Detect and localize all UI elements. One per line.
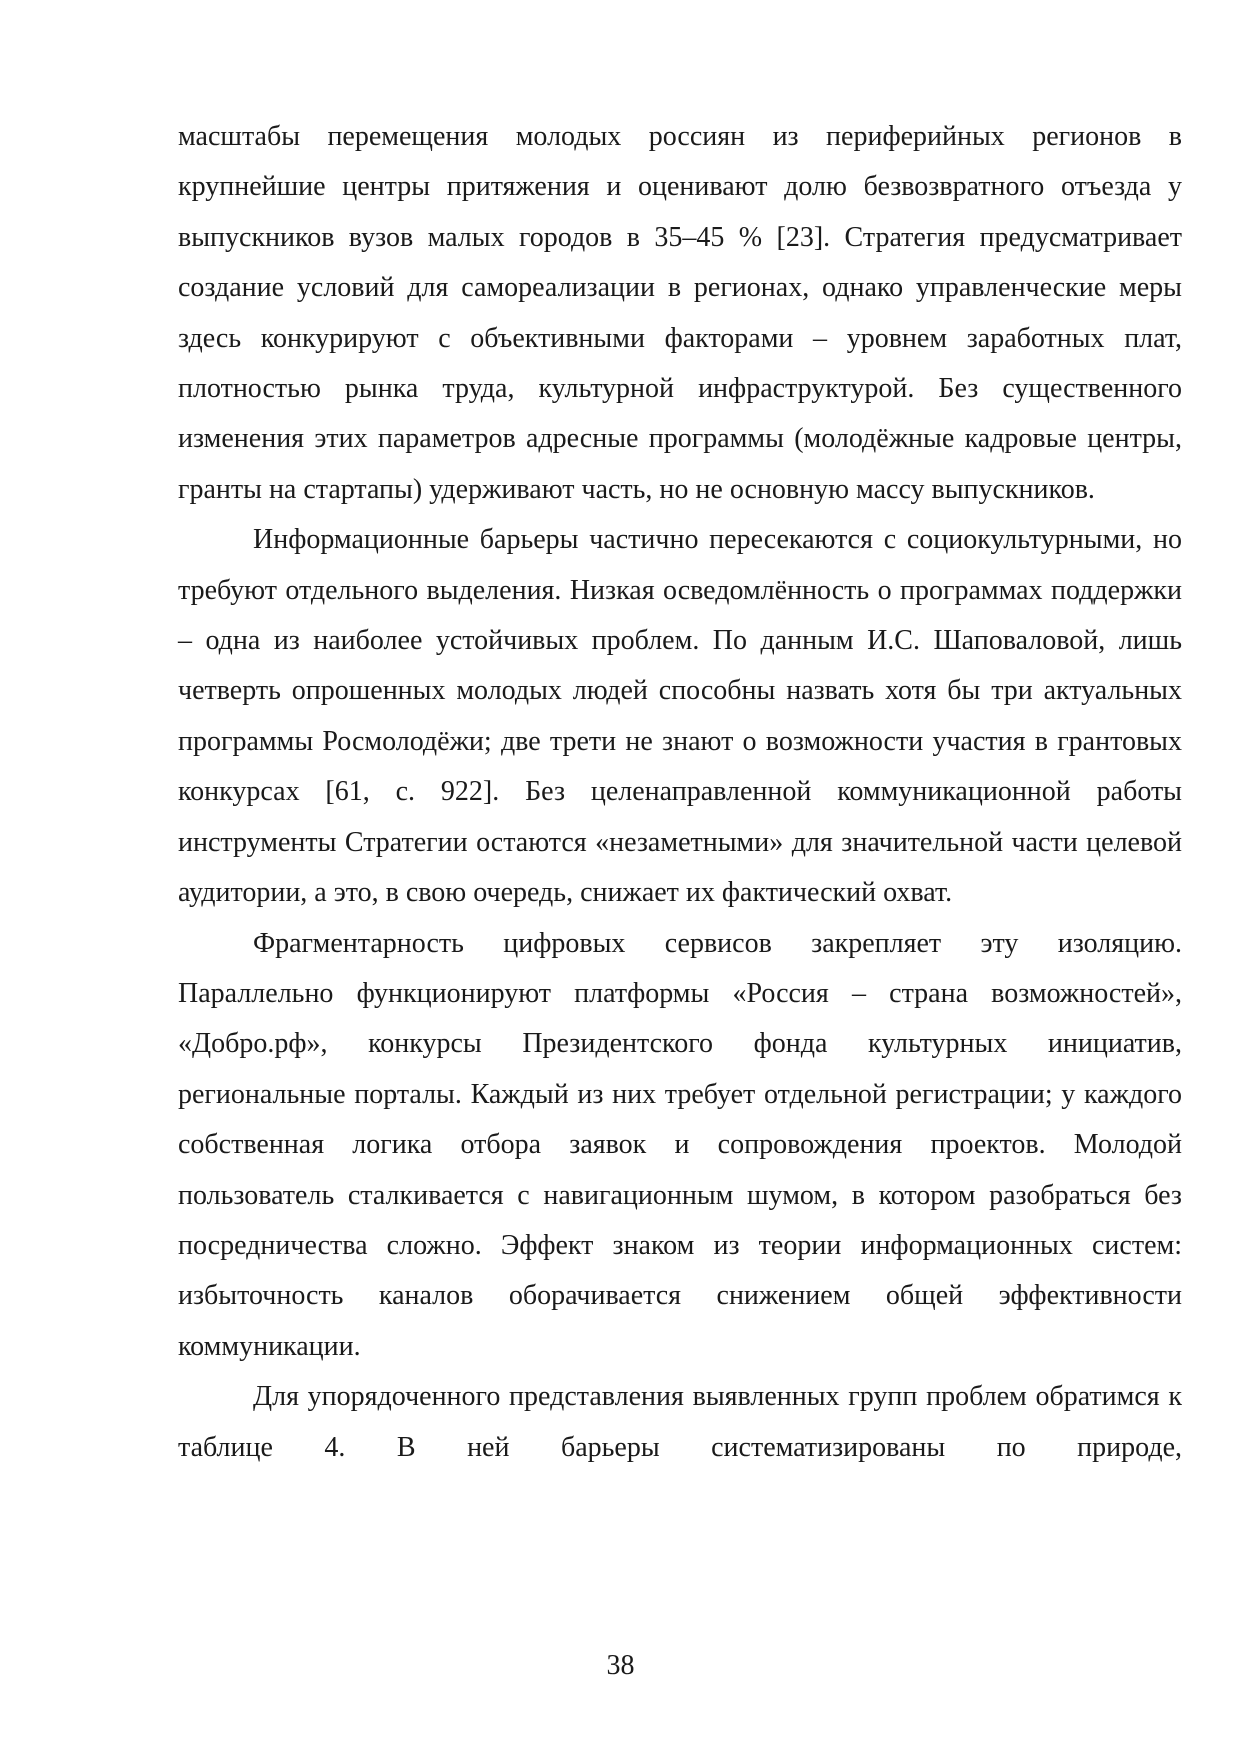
page-number: 38	[606, 1650, 635, 1681]
paragraph-2: Информационные барьеры частично пересекаются с социокультурными, но требуют отдельного выделения. Низкая осведомлённость о программах поддержки – одна из наиболее устойчивых проблем. По данным И.С. Шаповаловой, лишь четверть опрошенных молодых людей способны назвать хотя бы три актуальных программы Росмолодёжи; две трети не знают о возможности участия в грантовых конкурсах [61, с. 922]. Без целенаправленной коммуникационной работы инструменты Стратегии остаются «незаметными» для значительной части целевой аудитории, а это, в свою очередь, снижает их фактический охват.	[178, 524, 1182, 909]
paragraph-4: Для упорядоченного представления выявленных групп проблем обратимся к таблице 4. В ней барьеры систематизированы по природе,	[178, 1381, 1182, 1463]
paragraph-3: Фрагментарность цифровых сервисов закрепляет эту изоляцию. Параллельно функционируют платформы «Россия – страна возможностей», «Добро.рф», конкурсы Президентского фонда культурных инициатив, региональные порталы. Каждый из них требует отдельной регистрации; у каждого собственная логика отбора заявок и сопровождения проектов. Молодой пользователь сталкивается с навигационным шумом, в котором разобраться без посредничества сложно. Эффект знаком из теории информационных систем: избыточность каналов оборачивается снижением общей эффективности коммуникации.	[178, 927, 1182, 1362]
body-text	[178, 112, 1182, 1473]
paragraph-1: масштабы перемещения молодых россиян из периферийных регионов в крупнейшие центры притяжения и оценивают долю безвозвратного отъезда у выпускников вузов малых городов в 35–45 % [23]. Стратегия предусматривает создание условий для самореализации в регионах, однако управленческие меры здесь конкурируют с объективными факторами – уровнем заработных плат, плотностью рынка труда, культурной инфраструктурой. Без существенного изменения этих параметров адресные программы (молодёжные кадровые центры, гранты на стартапы) удерживают часть, но не основную массу выпускников.	[178, 121, 1182, 505]
